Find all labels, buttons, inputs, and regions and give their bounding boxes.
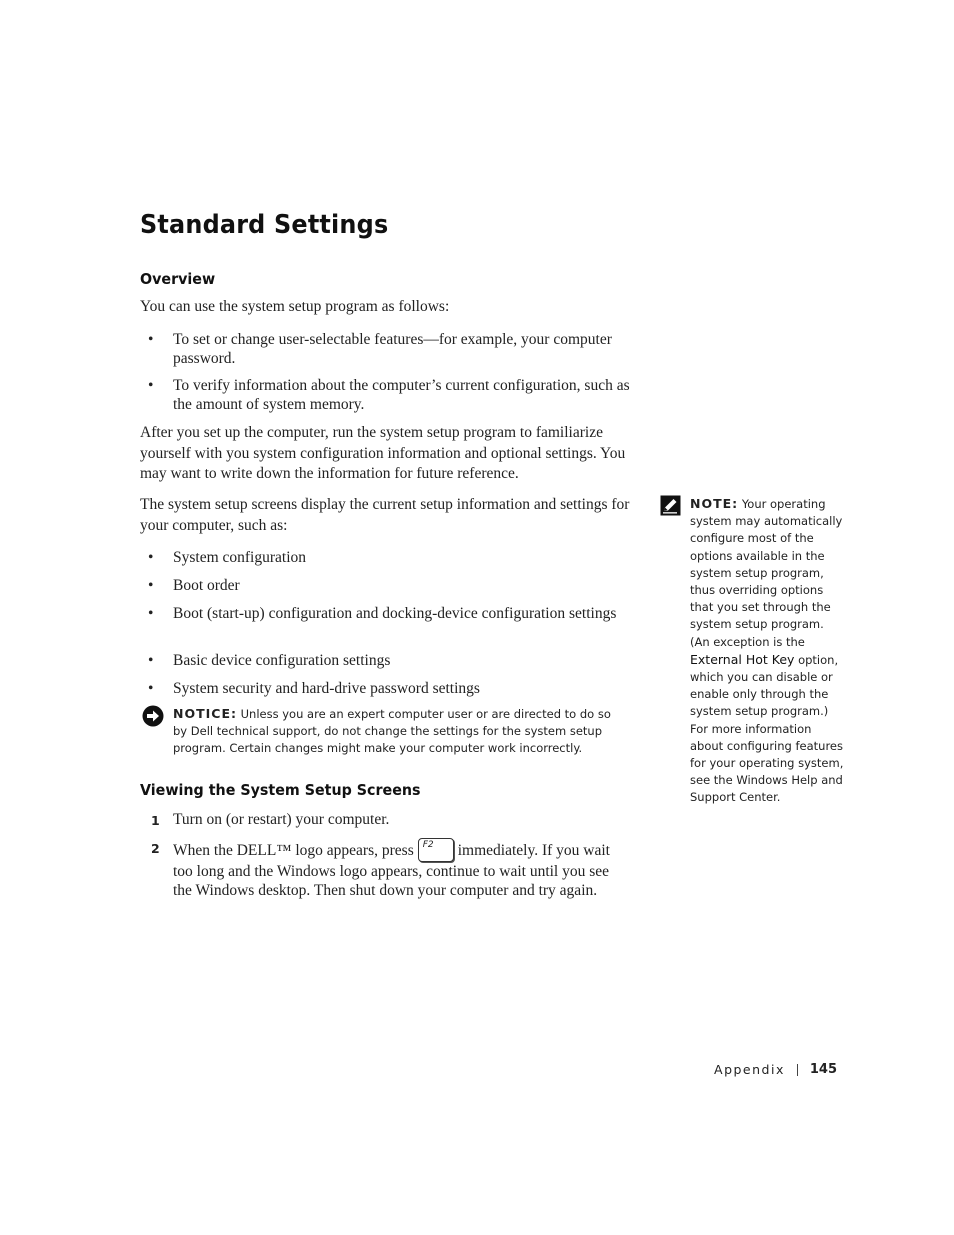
step-item (140, 810, 630, 829)
bullet-dot: • (148, 652, 154, 669)
screens-paragraph: The system setup screens display the current setup information and settings for your computer, such as: (140, 496, 630, 534)
bullet-dot: • (148, 577, 154, 594)
footer-section: Appendix (714, 1062, 785, 1077)
bullet-text: To set or change user-selectable features—for example, your computer password. (173, 331, 612, 367)
step-text: Turn on (or restart) your computer. (173, 811, 390, 828)
note-text-after: option, which you can disable or enable only through the system setup program.) For more information about configuring features for your operating system, see the Windows Help and Support Center. (690, 652, 844, 805)
note-text-before: Your operating system may automatically configure most of the options available in the system setup program, thus overriding options that you set through the system setup program. (An exception is the (690, 497, 843, 649)
overview-heading: Overview (140, 270, 216, 288)
page-footer (714, 1062, 837, 1077)
step-item (140, 838, 630, 900)
page-number: 145 (809, 1062, 837, 1077)
list-item (140, 330, 630, 368)
step-text-after: immediately. If you wait too long and the Windows logo appears, continue to wait until you see the Windows desktop. Then shut down your computer and try again. (173, 842, 610, 899)
notice-callout (140, 705, 630, 757)
bullet-dot: • (148, 680, 154, 697)
notice-label: NOTICE: (173, 706, 237, 721)
bullet-text: System security and hard-drive password settings (173, 680, 480, 697)
bullet-dot: • (148, 549, 154, 566)
viewing-heading: Viewing the System Setup Screens (140, 781, 421, 799)
note-sidebar (660, 495, 845, 807)
footer-divider (797, 1064, 798, 1076)
step-number: 2 (151, 841, 160, 856)
overview-intro: You can use the system setup program as follows: (140, 298, 450, 315)
list-item (140, 679, 630, 698)
external-hot-key-term: External Hot Key (690, 651, 795, 667)
note-pencil-icon (660, 495, 681, 516)
bullet-text: Boot order (173, 577, 240, 594)
list-item (140, 604, 630, 623)
f2-key-icon (418, 838, 454, 862)
list-item (140, 576, 630, 595)
list-item (140, 376, 630, 414)
bullet-text: System configuration (173, 549, 307, 566)
step-text-before: When the DELL™ logo appears, press (173, 842, 414, 859)
page-title: Standard Settings (140, 210, 389, 240)
bullet-text: To verify information about the computer’s current configuration, such as the amount of system memory. (173, 377, 630, 413)
step-number: 1 (151, 813, 160, 828)
list-item (140, 548, 630, 567)
bullet-dot: • (148, 331, 154, 348)
bullet-dot: • (148, 605, 154, 622)
notice-arrow-icon (142, 705, 164, 727)
list-item (140, 651, 630, 670)
notice-text: Unless you are an expert computer user or are directed to do so by Dell technical support, do not change the settings for the system setup program. Certain changes might make your computer work incorrectly. (173, 707, 611, 755)
bullet-dot: • (148, 377, 154, 394)
bullet-text: Basic device configuration settings (173, 652, 391, 669)
setup-paragraph: After you set up the computer, run the system setup program to familiarize yourself with you system configuration information and optional settings. You may want to write down the information for future reference. (140, 424, 626, 482)
note-label: NOTE: (690, 496, 739, 511)
bullet-text: Boot (start-up) configuration and docking-device configuration settings (173, 605, 617, 622)
key-label: F2 (422, 840, 434, 850)
